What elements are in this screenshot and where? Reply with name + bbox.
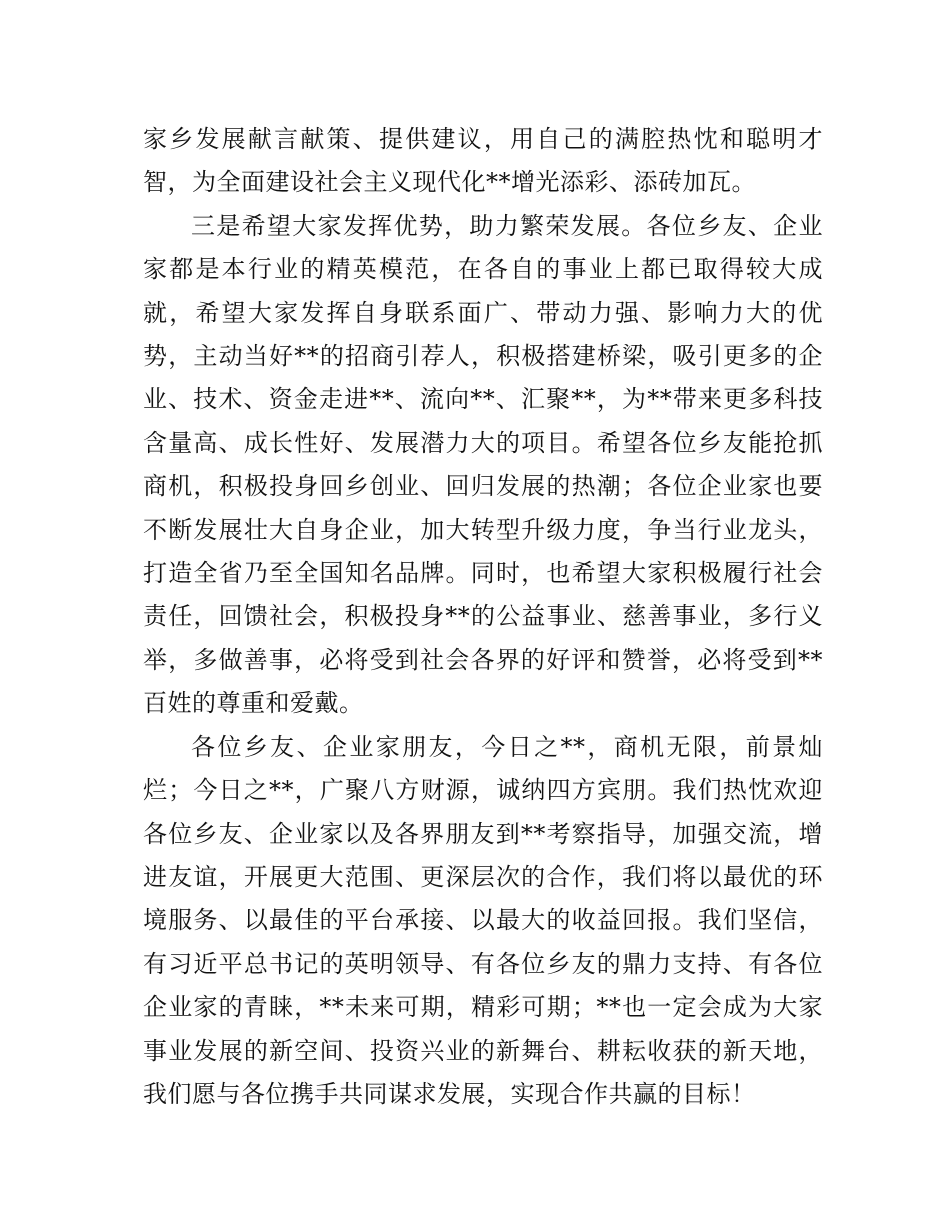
paragraph-third-hope: 三是希望大家发挥优势，助力繁荣发展。各位乡友、企业家都是本行业的精英模范，在各自的事业上都已取得较大成就，希望大家发挥自身联系面广、带动力强、影响力大的优势，主动当好**的招商引荐人，积极搭建桥梁，吸引更多的企业、技术、资金走进**、流向**、汇聚**，为**带来更多科技含量高、成长性好、发展潜力大的项目。希望各位乡友能抢抓商机，积极投身回乡创业、回归发展的热潮；各位企业家也要不断发展壮大自身企业，加大转型升级力度，争当行业龙头，打造全省乃至全国知名品牌。同时，也希望大家积极履行社会责任，回馈社会，积极投身**的公益事业、慈善事业，多行义举，多做善事，必将受到社会各界的好评和赞誉，必将受到**百姓的尊重和爱戴。 bbox=[143, 211, 823, 718]
document-body bbox=[143, 118, 823, 1116]
paragraph-closing-welcome: 各位乡友、企业家朋友，今日之**，商机无限，前景灿烂；今日之**，广聚八方财源，诚纳四方宾朋。我们热忱欢迎各位乡友、企业家以及各界朋友到**考察指导，加强交流，增进友谊，开展更大范围、更深层次的合作，我们将以最优的环境服务、以最佳的平台承接、以最大的收益回报。我们坚信，有习近平总书记的英明领导、有各位乡友的鼎力支持、有各位企业家的青睐，**未来可期，精彩可期；**也一定会成为大家事业发展的新空间、投资兴业的新舞台、耕耘收获的新天地，我们愿与各位携手共同谋求发展，实现合作共赢的目标！ bbox=[143, 732, 823, 1108]
paragraph-continuation: 家乡发展献言献策、提供建议，用自己的满腔热忱和聪明才智，为全面建设社会主义现代化**增光添彩、添砖加瓦。 bbox=[143, 125, 823, 197]
